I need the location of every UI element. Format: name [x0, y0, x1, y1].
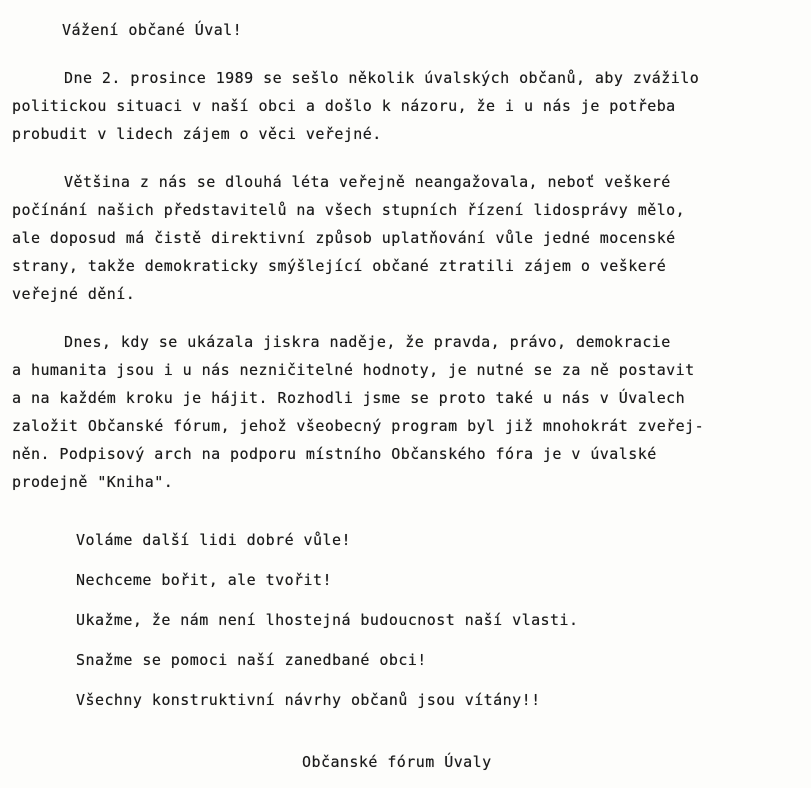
slogan-2: Nechceme bořit, ale tvořit!	[76, 571, 332, 589]
paragraph-1-line-1: Dne 2. prosince 1989 se sešlo několik úvalských občanů, aby zvážilo	[64, 69, 700, 87]
slogan-1: Voláme další lidi dobré vůle!	[76, 531, 351, 549]
paragraph-2-line-4: strany, takže demokraticky smýšlející občané ztratili zájem o veškeré	[12, 257, 667, 275]
paragraph-3-line-6: prodejně "Kniha".	[12, 473, 174, 491]
paragraph-3-line-4: založit Občanské fórum, jehož všeobecný program byl již mnohokrát zveřej-	[12, 417, 705, 435]
paragraph-3-line-2: a humanita jsou i u nás nezničitelné hodnoty, je nutné se za ně postavit	[12, 361, 695, 379]
paragraph-3-line-1: Dnes, kdy se ukázala jiskra naděje, že pravda, právo, demokracie	[64, 333, 671, 351]
paragraph-1-line-2: politickou situaci v naší obci a došlo k názoru, že i u nás je potřeba	[12, 97, 676, 115]
paragraph-2-line-3: ale doposud má čistě direktivní způsob uplatňování vůle jedné mocenské	[12, 229, 676, 247]
paragraph-2-line-5: veřejné dění.	[12, 285, 136, 303]
paragraph-3-line-5: něn. Podpisový arch na podporu místního Občanského fóra je v úvalské	[12, 445, 657, 463]
paragraph-2-line-2: počínání našich představitelů na všech stupních řízení lidosprávy mělo,	[12, 201, 686, 219]
signature: Občanské fórum Úvaly	[302, 753, 492, 771]
paragraph-2-line-1: Většina z nás se dlouhá léta veřejně neangažovala, neboť veškeré	[64, 173, 671, 191]
salutation: Vážení občané Úval!	[62, 21, 243, 39]
slogan-3: Ukažme, že nám není lhostejná budoucnost naší vlasti.	[76, 611, 579, 629]
slogan-4: Snažme se pomoci naší zanedbané obci!	[76, 651, 427, 669]
paragraph-3-line-3: a na každém kroku je hájit. Rozhodli jsme se proto také u nás v Úvalech	[12, 389, 686, 407]
slogan-5: Všechny konstruktivní návrhy občanů jsou vítány!!	[76, 691, 541, 709]
paragraph-1-line-3: probudit v lidech zájem o věci veřejné.	[12, 125, 382, 143]
